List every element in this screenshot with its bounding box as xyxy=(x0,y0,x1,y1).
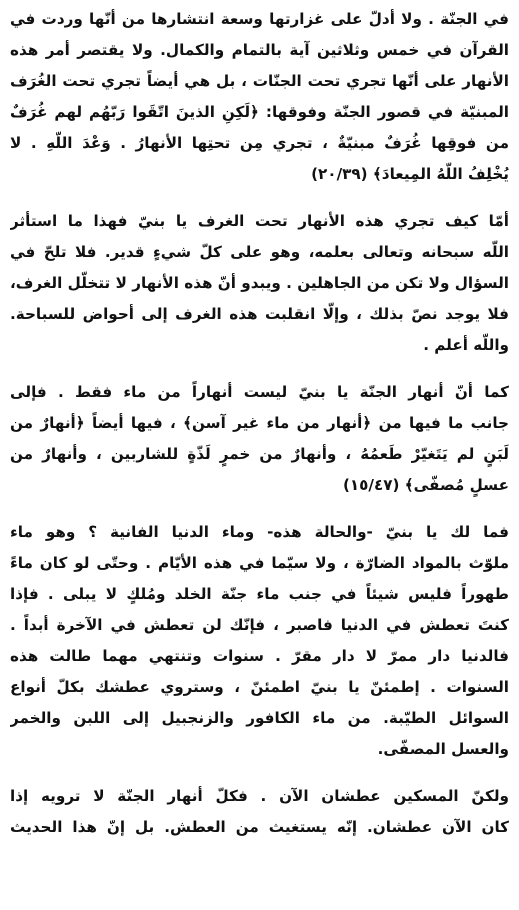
text-line: واللّه أعلم . xyxy=(423,336,509,354)
paragraph-5 xyxy=(10,781,509,843)
text-line: كان الآن عطشان. إنّه يستغيث من العطش. بل إنّ هذا الحديث xyxy=(10,818,509,836)
text-line: يُخْلِفُ اللّهُ المِيعادَ﴾ (٢٠/٣٩) xyxy=(311,165,509,183)
text-line: الأنهار على أنّها تجري تحت الجنّات ، بل هي أيضاً تجري تحت الغُرَف xyxy=(10,72,509,90)
paragraph-gap xyxy=(10,765,509,781)
text-line: القرآن في خمس وثلاثين آية بالتمام والكمال. ولا يقتصر أمر هذه xyxy=(10,41,509,59)
text-line: ملوّث بالمواد الضارّة ، ولا سيّما في هذه الأيّام . وحتّى لو كان ماءً xyxy=(10,554,509,572)
paragraph-gap xyxy=(10,361,509,377)
text-line: عسلٍ مُصفّى﴾ (١٥/٤٧) xyxy=(342,476,509,494)
paragraph-4 xyxy=(10,517,509,765)
paragraph-gap xyxy=(10,501,509,517)
text-line: جانب ما فيها من ﴿أنهار من ماء غير آسن﴾ ، فيها أيضاً ﴿أنهارٌ من xyxy=(10,414,509,432)
text-line: السنوات . إطمئنّ يا بنيّ اطمئنّ ، وستروي عطشك بكلّ أنواع xyxy=(10,678,509,696)
text-line: المبنيّة في قصور الجنّة وفوقها: ﴿لَكِنِ الذينَ اتّقَوا رَبّهُم لهم غُرَفٌ xyxy=(10,103,509,121)
text-line: في الجنّة . ولا أدلّ على غزارتها وسعة انتشارها من أنّها وردت في xyxy=(10,10,509,28)
text-line: ولكنّ المسكين عطشان الآن . فكلّ أنهار الجنّة لا ترويه إذا xyxy=(10,787,509,805)
paragraph-gap xyxy=(10,190,509,206)
text-line: أمّا كيف تجري هذه الأنهار تحت الغرف يا بنيّ فهذا ما استأثر xyxy=(10,212,509,230)
text-line: طهوراً فليس شيئاً في جنب ماء جنّة الخلد ومُلكٍ لا يبلى . فإذا xyxy=(10,585,509,603)
text-line: السؤال ولا تكن من الجاهلين . ويبدو أنّ هذه الأنهار لا تتخلّل الغرف، xyxy=(10,274,509,292)
text-line: السوائل الطيّبة. من ماء الكافور والزنجبيل إلى اللبن والخمر xyxy=(10,709,509,727)
text-line: كنتَ تعطش في الدنيا فاصبر ، فإنّك لن تعطش في الآخرة أبداً . xyxy=(10,616,509,634)
text-line: فما لك يا بنيّ -والحالة هذه- وماء الدنيا الفانية ؟ وهو ماء xyxy=(10,523,509,541)
paragraph-1 xyxy=(10,4,509,190)
text-line: فالدنيا دار ممرّ لا دار مقرّ . سنوات وتنتهي مهما طالت هذه xyxy=(10,647,509,665)
text-line: من فوقِها غُرَفٌ مبنيّةٌ ، تجري مِن تحتِها الأنهارُ . وَعْدَ اللّهِ . لا xyxy=(10,134,509,152)
paragraph-3 xyxy=(10,377,509,501)
text-line: لَبَنٍ لم يَتَغيّرْ طَعمُهُ ، وأنهارٌ من خمرٍ لَذّةٍ للشاربين ، وأنهارٌ من xyxy=(10,445,509,463)
text-line: والعسل المصفّى. xyxy=(377,740,509,758)
text-line: اللّه سبحانه وتعالى بعلمه، وهو على كلّ شيءٍ قدير. فلا تلحّ في xyxy=(10,243,509,261)
text-line: كما أنّ أنهار الجنّة يا بنيّ ليست أنهاراً من ماء فقط . فإلى xyxy=(10,383,509,401)
paragraph-2 xyxy=(10,206,509,361)
text-line: فلا يوجد نصّ بذلك ، وإلّا انقلبت هذه الغرف إلى أحواض للسباحة. xyxy=(10,305,509,323)
